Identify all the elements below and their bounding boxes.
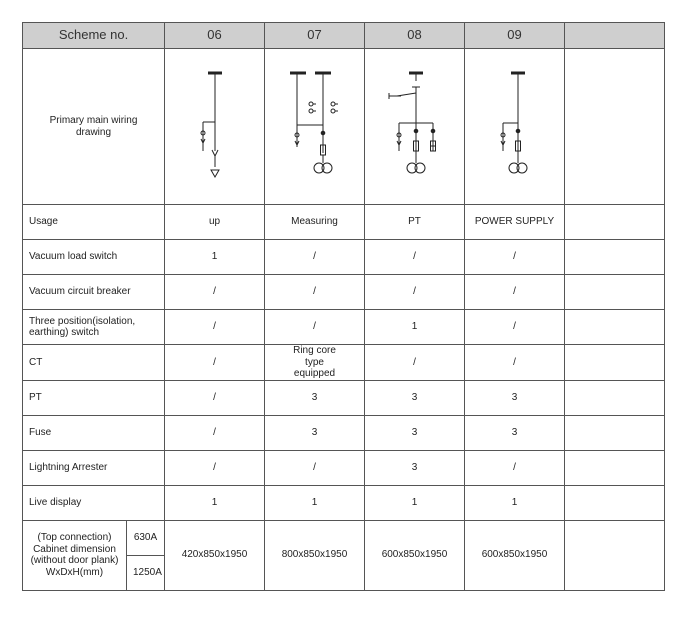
- wiring-cell-09: [465, 49, 565, 205]
- row-value: /: [465, 310, 565, 345]
- row-value: up: [165, 205, 265, 240]
- row-value: /: [465, 345, 565, 381]
- wiring-cell-08: [365, 49, 465, 205]
- row-value: Ring core type equipped: [265, 345, 365, 381]
- table-row: [23, 345, 665, 381]
- row-value: /: [165, 415, 265, 450]
- row-value: [565, 415, 665, 450]
- row-label: Lightning Arrester: [23, 450, 165, 485]
- scheme-06: 06: [165, 23, 265, 49]
- row-value: 3: [265, 415, 365, 450]
- wiring-drawing-label: Primary main wiring drawing: [23, 49, 165, 205]
- row-value: /: [165, 275, 265, 310]
- row-value: [565, 450, 665, 485]
- row-label: Fuse: [23, 415, 165, 450]
- row-value: [565, 205, 665, 240]
- row-value: 3: [465, 415, 565, 450]
- row-value: 1: [165, 240, 265, 275]
- current-1250a: 1250A: [127, 555, 165, 590]
- row-value: 1: [265, 485, 365, 520]
- diagram-row: [23, 49, 665, 205]
- row-value: /: [165, 450, 265, 485]
- row-value: /: [365, 240, 465, 275]
- wiring-drawing-06-icon: [175, 67, 255, 187]
- row-value: /: [365, 345, 465, 381]
- row-value: [565, 380, 665, 415]
- wiring-drawing-09-icon: [475, 67, 555, 187]
- dimension-value: 800x850x1950: [265, 520, 365, 590]
- wiring-cell-07: [265, 49, 365, 205]
- current-630a: 630A: [127, 520, 165, 555]
- row-value: /: [265, 240, 365, 275]
- row-value: 1: [365, 310, 465, 345]
- table-row: [23, 415, 665, 450]
- scheme-empty: [565, 23, 665, 49]
- table-row: [23, 275, 665, 310]
- row-value: 3: [465, 380, 565, 415]
- dimension-value: [565, 520, 665, 590]
- wiring-drawing-07-icon: [275, 67, 355, 187]
- scheme-09: 09: [465, 23, 565, 49]
- table-row: [23, 380, 665, 415]
- row-value: /: [465, 240, 565, 275]
- cabinet-dimension-label: (Top connection) Cabinet dimension (without door plank) WxDxH(mm): [23, 520, 127, 590]
- scheme-07: 07: [265, 23, 365, 49]
- dimension-row: [23, 520, 665, 555]
- table-row: [23, 240, 665, 275]
- wiring-cell-06: [165, 49, 265, 205]
- row-label: Usage: [23, 205, 165, 240]
- row-label: Three position(isolation, earthing) switch: [23, 310, 165, 345]
- row-value: /: [465, 450, 565, 485]
- row-value: PT: [365, 205, 465, 240]
- row-value: 1: [365, 485, 465, 520]
- row-value: 3: [365, 380, 465, 415]
- row-value: /: [165, 380, 265, 415]
- row-value: POWER SUPPLY: [465, 205, 565, 240]
- row-value: /: [265, 450, 365, 485]
- row-label: PT: [23, 380, 165, 415]
- table-row: [23, 485, 665, 520]
- row-value: /: [265, 310, 365, 345]
- row-value: /: [465, 275, 565, 310]
- dimension-value: 420x850x1950: [165, 520, 265, 590]
- row-value: 3: [365, 450, 465, 485]
- scheme-spec-table: [22, 22, 665, 591]
- row-label: Vacuum circuit breaker: [23, 275, 165, 310]
- row-value: /: [165, 310, 265, 345]
- row-label: Vacuum load switch: [23, 240, 165, 275]
- row-value: 1: [465, 485, 565, 520]
- row-value: 3: [365, 415, 465, 450]
- table-row: [23, 450, 665, 485]
- row-label: CT: [23, 345, 165, 381]
- row-value: [565, 485, 665, 520]
- dimension-value: 600x850x1950: [365, 520, 465, 590]
- row-value: [565, 345, 665, 381]
- row-value: 3: [265, 380, 365, 415]
- row-value: Measuring: [265, 205, 365, 240]
- row-value: [565, 240, 665, 275]
- row-value: /: [365, 275, 465, 310]
- wiring-drawing-08-icon: [375, 67, 455, 187]
- row-value: [565, 310, 665, 345]
- scheme-08: 08: [365, 23, 465, 49]
- table-row: [23, 205, 665, 240]
- scheme-no-label: Scheme no.: [23, 23, 165, 49]
- row-value: /: [165, 345, 265, 381]
- wiring-cell-empty: [565, 49, 665, 205]
- row-value: /: [265, 275, 365, 310]
- row-value: [565, 275, 665, 310]
- table-row: [23, 310, 665, 345]
- row-label: Live display: [23, 485, 165, 520]
- header-row: [23, 23, 665, 49]
- dimension-value: 600x850x1950: [465, 520, 565, 590]
- row-value: 1: [165, 485, 265, 520]
